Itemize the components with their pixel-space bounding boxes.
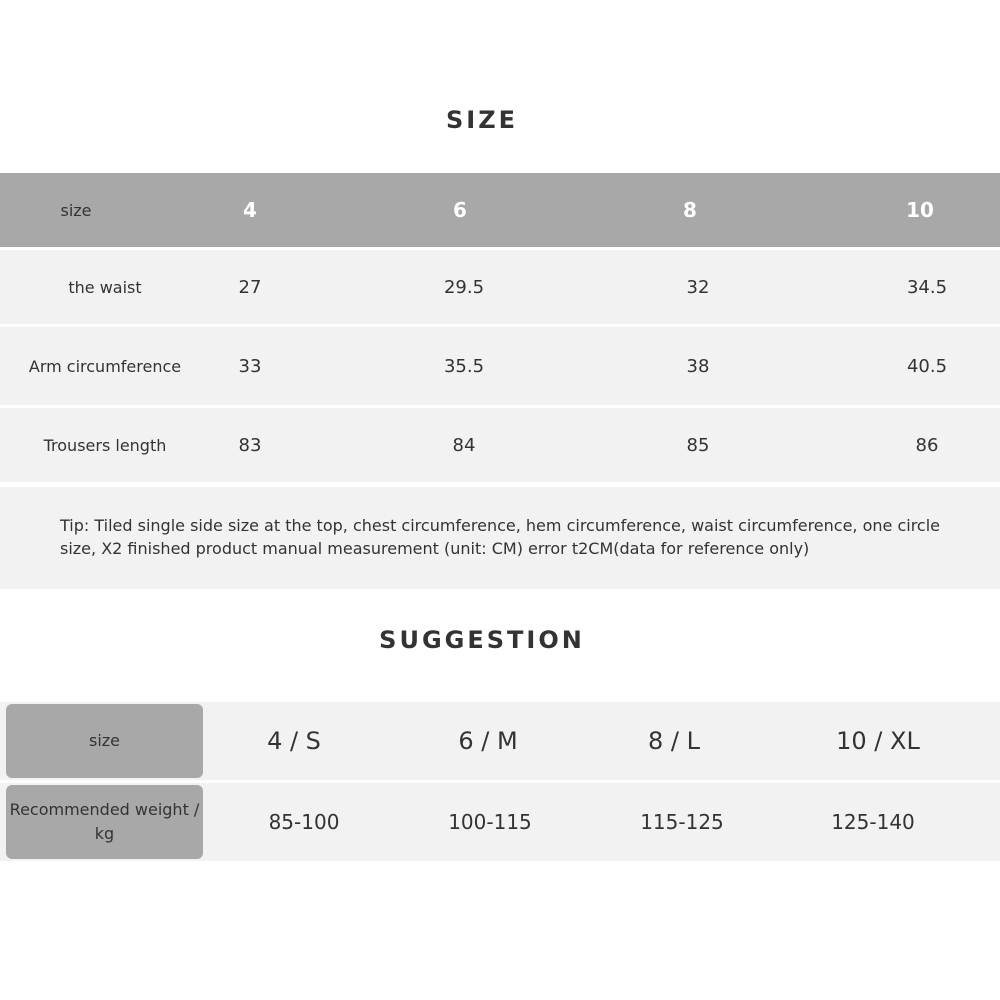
suggestion-row-weight <box>0 783 1000 861</box>
row-label-arm: Arm circumference <box>28 356 182 376</box>
size-section-title: SIZE <box>445 106 518 134</box>
table-cell: 40.5 <box>906 355 948 377</box>
table-cell: 125-140 <box>831 810 915 834</box>
row-label-trousers: Trousers length <box>43 435 167 455</box>
size-header-8: 8 <box>683 198 697 222</box>
size-table-row-waist <box>0 250 1000 324</box>
table-cell: 83 <box>238 434 262 456</box>
tip-box <box>0 487 1000 589</box>
table-cell: 29.5 <box>443 276 485 298</box>
size-table-row-arm <box>0 327 1000 405</box>
table-cell: 84 <box>452 434 476 456</box>
table-cell: 34.5 <box>906 276 948 298</box>
table-cell: 86 <box>915 434 939 456</box>
size-table-header <box>0 173 1000 247</box>
row-label-waist: the waist <box>68 277 142 297</box>
suggestion-label-weight: Recommended weight / kg <box>6 785 203 859</box>
table-cell: 4 / S <box>267 727 321 755</box>
suggestion-row-size <box>0 702 1000 780</box>
table-cell: 85 <box>686 434 710 456</box>
table-cell: 85-100 <box>268 810 340 834</box>
size-header-label: size <box>60 200 92 220</box>
table-cell: 38 <box>686 355 710 377</box>
size-header-10: 10 <box>906 198 934 222</box>
size-header-4: 4 <box>243 198 257 222</box>
table-cell: 8 / L <box>648 727 700 755</box>
table-cell: 10 / XL <box>836 727 920 755</box>
tip-text: Tip: Tiled single side size at the top, chest circumference, hem circumference, waist circumference, one circle size, X2 finished product manual measurement (unit: CM) error t2CM(data for reference only) <box>60 516 940 558</box>
table-cell: 35.5 <box>443 355 485 377</box>
suggestion-label-size: size <box>6 704 203 778</box>
suggestion-section-title: SUGGESTION <box>379 626 585 654</box>
table-cell: 6 / M <box>458 727 518 755</box>
table-cell: 115-125 <box>640 810 724 834</box>
size-header-6: 6 <box>453 198 467 222</box>
table-cell: 27 <box>238 276 262 298</box>
table-cell: 33 <box>238 355 262 377</box>
table-cell: 100-115 <box>448 810 532 834</box>
table-cell: 32 <box>686 276 710 298</box>
size-table-row-trousers <box>0 408 1000 482</box>
